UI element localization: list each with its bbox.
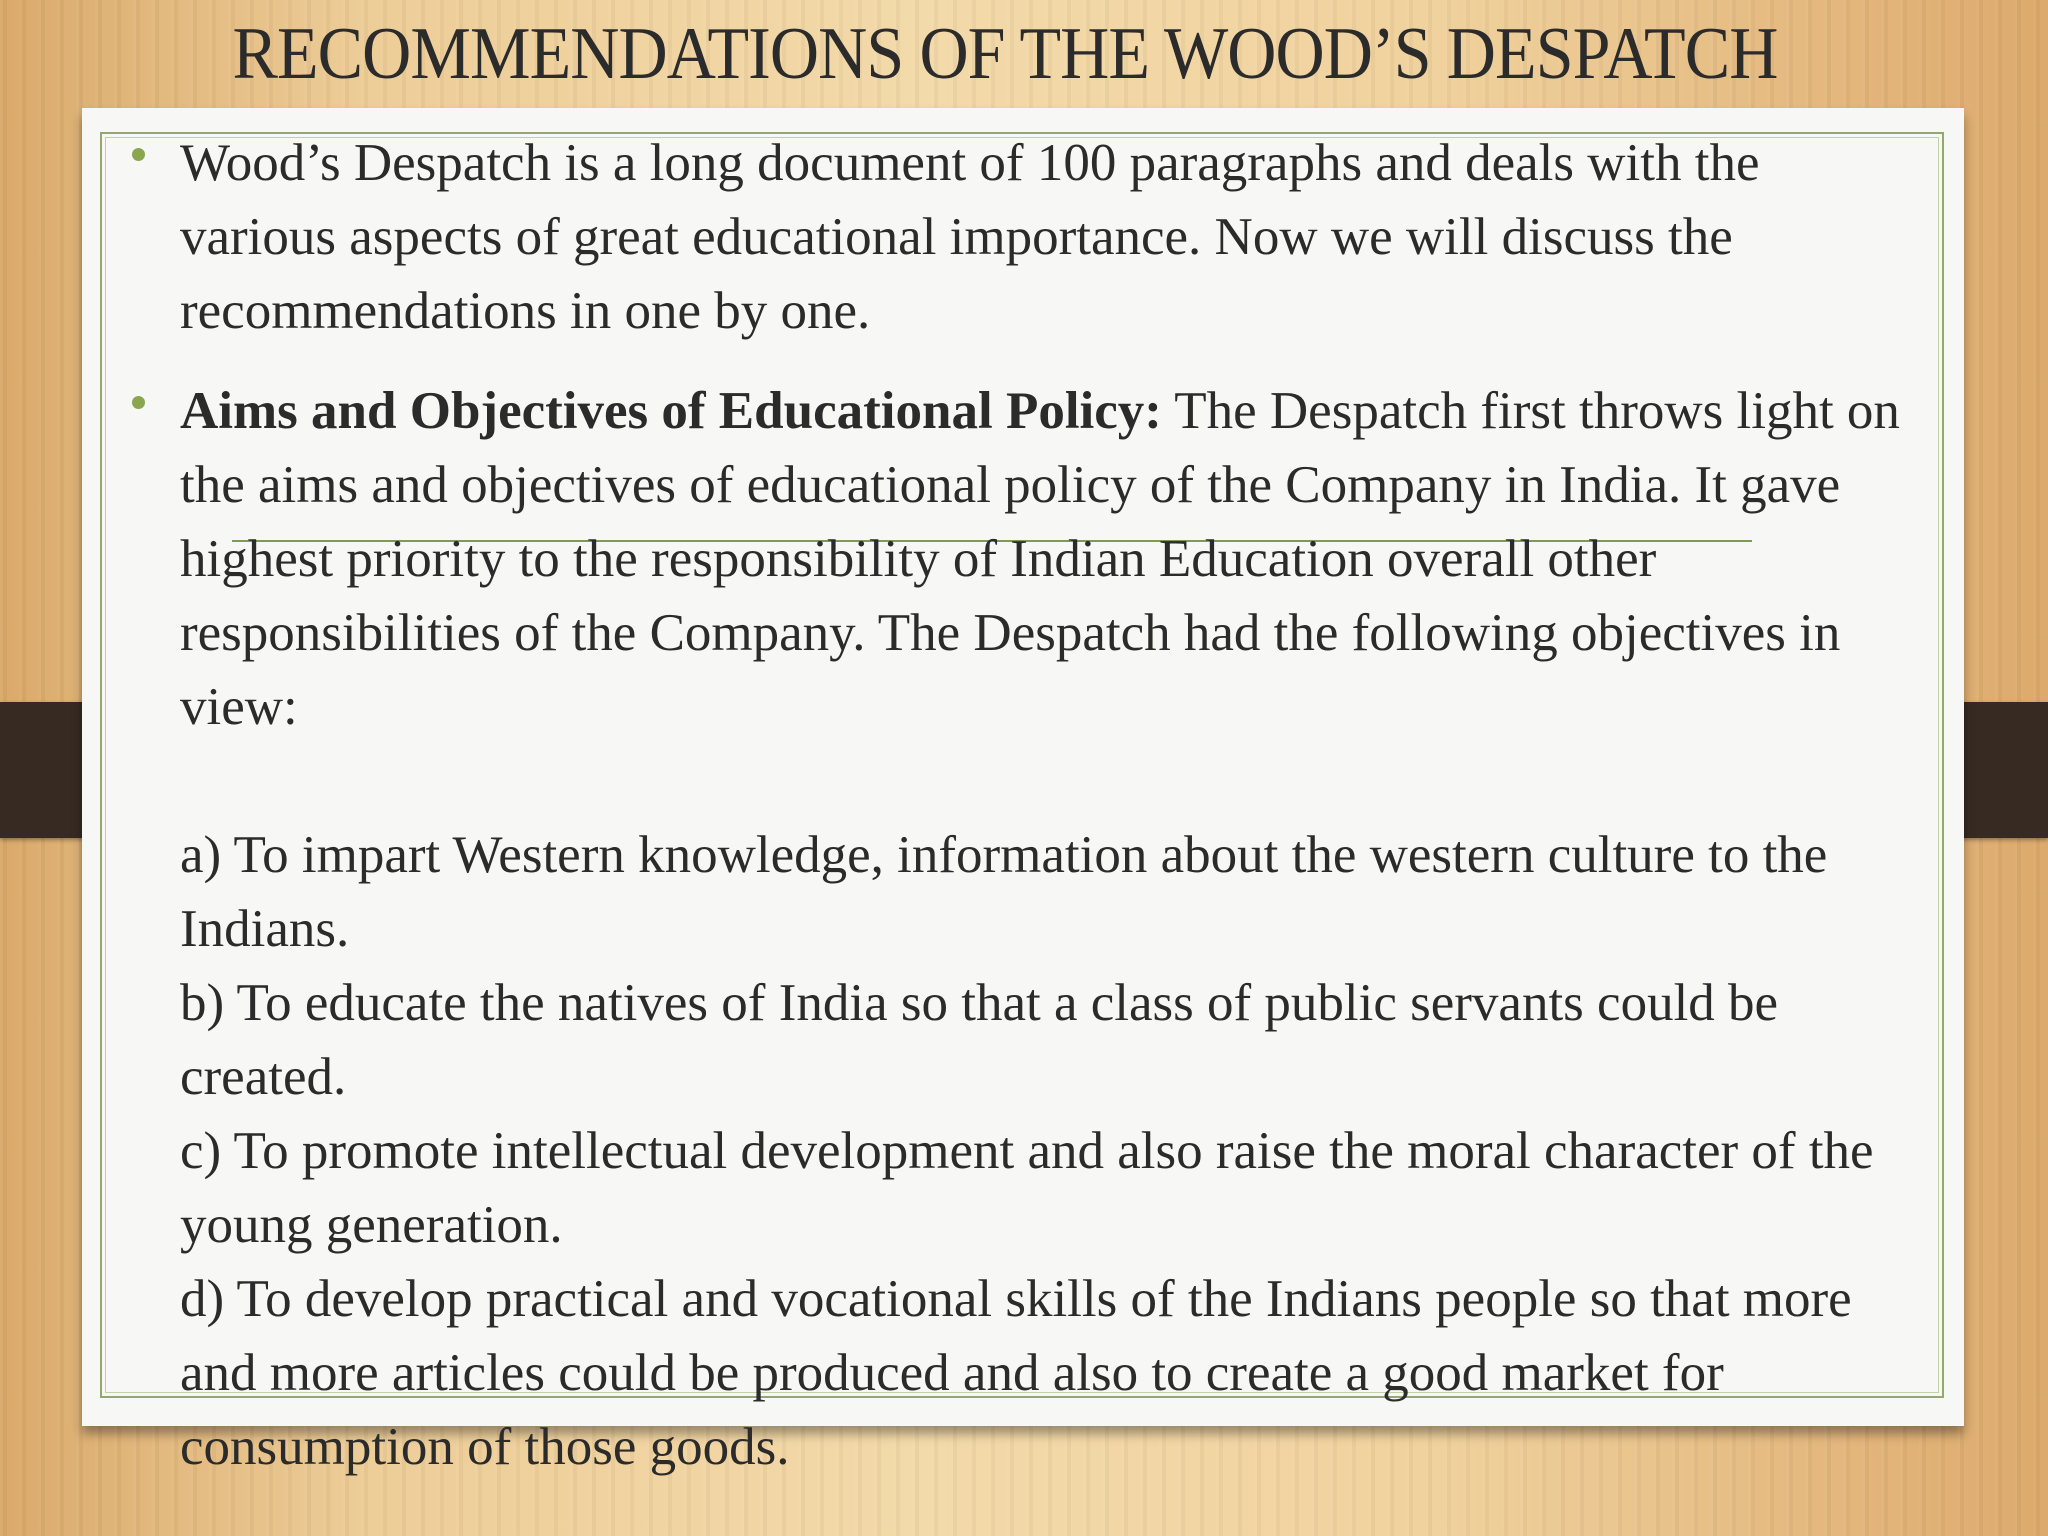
objective-d: d) To develop practical and vocational skills of the Indians people so that more and more articles could be produced and also to create a good market for consumption of those goods. [180, 1270, 1852, 1476]
slide-title: RECOMMENDATIONS OF THE WOOD’S DESPATCH [232, 13, 1778, 95]
bullet-dot-icon [132, 148, 145, 161]
bullet-paragraph-intro [132, 126, 1902, 348]
objective-a: a) To impart Western knowledge, information about the western culture to the Indians. [180, 826, 1828, 958]
bullet-paragraph-aims [132, 374, 1902, 744]
objective-b: b) To educate the natives of India so that a class of public servants could be created. [180, 974, 1779, 1106]
aims-paragraph [180, 374, 1902, 744]
objective-c: c) To promote intellectual development and also raise the moral character of the young generation. [180, 1122, 1874, 1254]
bullet-dot-icon [132, 396, 145, 409]
objectives-list [132, 818, 1902, 1484]
aims-heading: Aims and Objectives of Educational Policy: [180, 382, 1162, 440]
aims-body: The Despatch first throws light on the aims and objectives of educational policy of the Company in India. It gave highest priority to the responsibility of Indian Education overall other responsibilities of the Company. The Despatch had the following objectives in view: [180, 382, 1900, 736]
intro-paragraph: Wood’s Despatch is a long document of 100 paragraphs and deals with the various aspects of great educational importance. Now we will discuss the recommendations in one by one. [180, 134, 1760, 340]
slide-body [132, 126, 1902, 1484]
